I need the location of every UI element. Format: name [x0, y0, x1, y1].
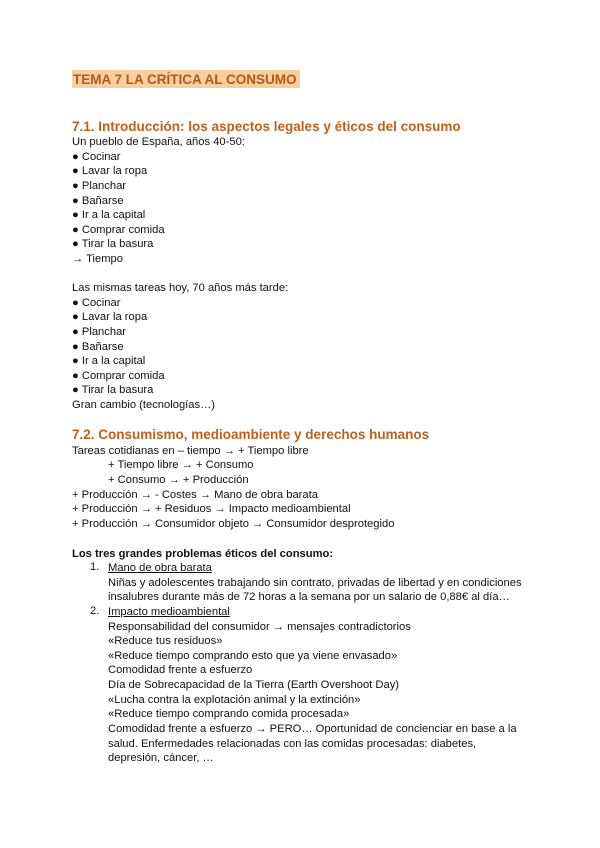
list-item: ● Planchar [72, 180, 127, 192]
chain-line: Tareas cotidianas en – tiempo → + Tiempo libre [72, 445, 309, 457]
chain-line: + Producción → - Costes → Mano de obra barata [72, 489, 318, 501]
problem-2-text: Responsabilidad del consumidor → mensajes contradictorios [108, 621, 411, 633]
problem-2-title: Impacto medioambiental [108, 606, 230, 618]
problem-1-text: insalubres durante más de 72 horas a la semana por un salario de 0,88€ al día… [108, 591, 510, 603]
page-title: TEMA 7 LA CRÍTICA AL CONSUMO [72, 70, 300, 88]
list-item: ● Lavar la ropa [72, 311, 148, 323]
problem-1-text: Niñas y adolescentes trabajando sin contrato, privadas de libertad y en condiciones [108, 577, 522, 589]
chain-line: + Consumo → + Producción [108, 474, 249, 486]
problem-2-text: Día de Sobrecapacidad de la Tierra (Earth Overshoot Day) [108, 679, 400, 691]
list-item: ● Bañarse [72, 195, 124, 207]
section-heading-7-2: 7.2. Consumismo, medioambiente y derechos humanos [72, 427, 430, 442]
problem-2-text: «Reduce tiempo comprando comida procesada» [108, 708, 350, 720]
problem-2-text: depresión, cáncer, … [108, 752, 214, 764]
list-item: ● Tirar la basura [72, 384, 154, 396]
list-item: ● Ir a la capital [72, 209, 146, 221]
problem-2-text: salud. Enfermedades relacionadas con las comidas procesadas: diabetes, [108, 738, 477, 750]
list-item: ● Comprar comida [72, 370, 165, 382]
list-item: ● Cocinar [72, 297, 121, 309]
problem-2-text: «Reduce tus residuos» [108, 635, 223, 647]
chain-line: + Tiempo libre → + Consumo [108, 459, 254, 471]
list-item: ● Planchar [72, 326, 127, 338]
list-item: ● Lavar la ropa [72, 165, 148, 177]
list-item: ● Ir a la capital [72, 355, 146, 367]
list-item: ● Comprar comida [72, 224, 165, 236]
list-item: ● Tirar la basura [72, 238, 154, 250]
intro-text: Un pueblo de España, años 40-50: [72, 136, 245, 148]
list-number: 2. [90, 605, 100, 617]
chain-line: + Producción → Consumidor objeto → Consumidor desprotegido [72, 518, 395, 530]
problem-2-text: Comodidad frente a esfuerzo [108, 664, 253, 676]
list-item: ● Bañarse [72, 341, 124, 353]
result-text: → Tiempo [72, 253, 123, 265]
result-text-2: Gran cambio (tecnologías…) [72, 399, 216, 411]
section-heading-7-1: 7.1. Introducción: los aspectos legales y éticos del consumo [72, 119, 461, 134]
problem-2-text: «Lucha contra la explotación animal y la extinción» [108, 694, 361, 706]
chain-line: + Producción → + Residuos → Impacto medioambiental [72, 503, 351, 515]
problem-1-title: Mano de obra barata [108, 562, 212, 574]
problems-title: Los tres grandes problemas éticos del consumo: [72, 548, 334, 560]
list-number: 1. [90, 561, 100, 573]
problem-2-text: Comodidad frente a esfuerzo → PERO… Oportunidad de concienciar en base a la [108, 723, 517, 735]
problem-2-text: «Reduce tiempo comprando esto que ya viene envasado» [108, 650, 398, 662]
intro-text-2: Las mismas tareas hoy, 70 años más tarde: [72, 282, 289, 294]
list-item: ● Cocinar [72, 151, 121, 163]
